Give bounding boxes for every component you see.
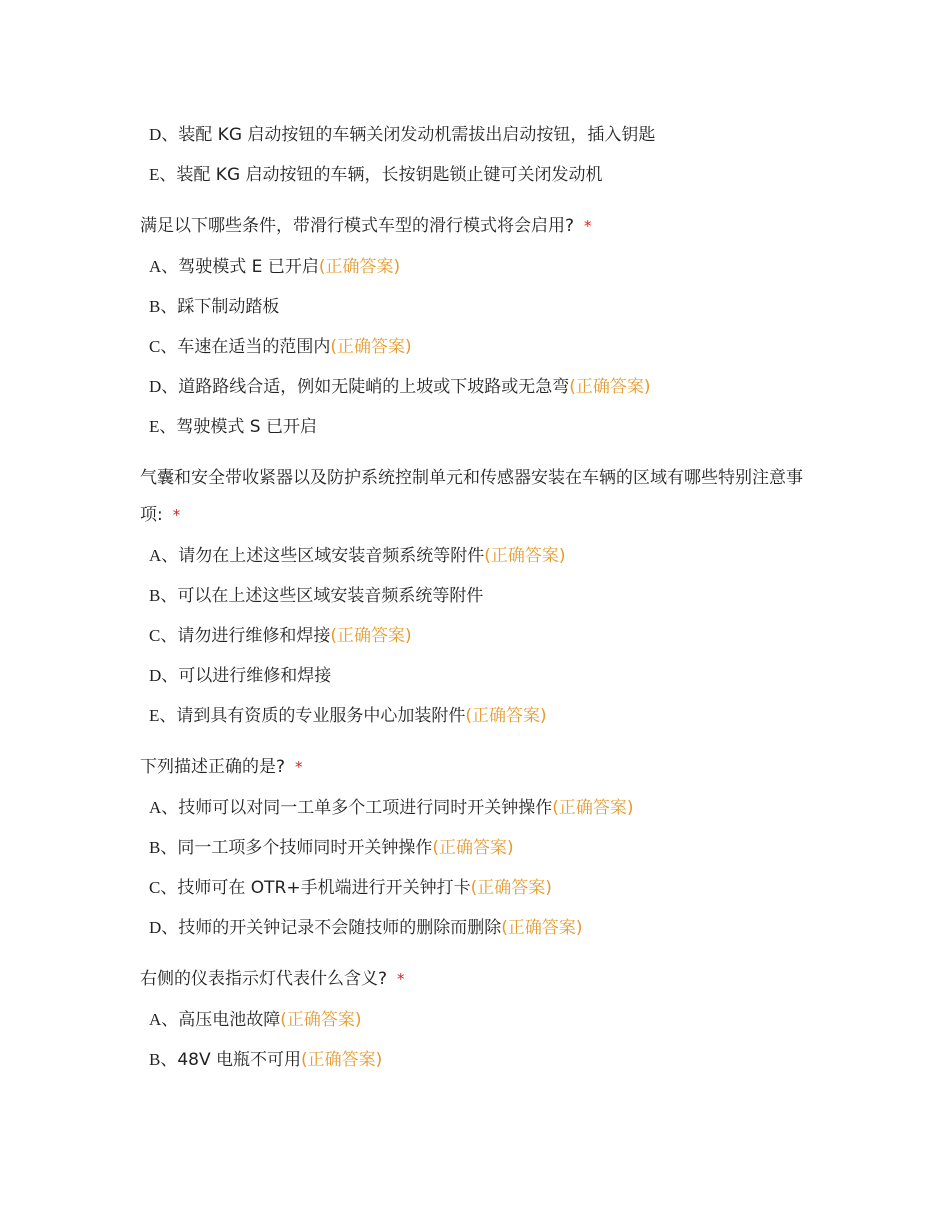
correct-answer-mark: (正确答案) [552, 798, 634, 818]
answer-option [140, 656, 830, 696]
option-text: 装配 KG 启动按钮的车辆关闭发动机需拔出启动按钮，插入钥匙 [178, 125, 656, 145]
correct-answer-mark: (正确答案) [432, 838, 514, 858]
option-text: 请勿进行维修和焊接 [177, 626, 331, 646]
option-letter: B、 [149, 586, 178, 605]
answer-option [140, 616, 830, 656]
answer-option [140, 908, 830, 948]
answer-option [140, 1040, 830, 1080]
option-letter: E、 [149, 417, 177, 436]
option-letter: E、 [149, 706, 177, 725]
answer-option [140, 327, 830, 367]
question-block [140, 195, 830, 447]
option-letter: A、 [149, 1010, 179, 1029]
option-letter: D、 [149, 918, 179, 937]
question-text [140, 749, 830, 786]
option-text: 同一工项多个技师同时开关钟操作 [177, 838, 433, 858]
option-letter: C、 [149, 626, 178, 645]
question-label: 气囊和安全带收紧器以及防护系统控制单元和传感器安装在车辆的区域有哪些特别注意事项: [140, 468, 803, 525]
correct-answer-mark: (正确答案) [330, 626, 412, 646]
option-text: 48V 电瓶不可用 [177, 1050, 302, 1070]
correct-answer-mark: (正确答案) [501, 918, 583, 938]
question-label: 下列描述正确的是? [140, 757, 286, 777]
option-text: 装配 KG 启动按钮的车辆，长按钥匙锁止键可关闭发动机 [176, 165, 603, 185]
required-asterisk: * [397, 970, 405, 988]
option-letter: B、 [149, 838, 178, 857]
answer-option [140, 367, 830, 407]
option-letter: B、 [149, 297, 178, 316]
correct-answer-mark: (正确答案) [484, 546, 566, 566]
correct-answer-mark: (正确答案) [330, 337, 412, 357]
option-text: 车速在适当的范围内 [177, 337, 331, 357]
option-letter: A、 [149, 257, 179, 276]
question-block [140, 948, 830, 1080]
answer-option [140, 247, 830, 287]
correct-answer-mark: (正确答案) [465, 706, 547, 726]
option-text: 踩下制动踏板 [177, 297, 280, 317]
option-letter: C、 [149, 337, 178, 356]
answer-option [140, 788, 830, 828]
answer-option [140, 868, 830, 908]
option-letter: A、 [149, 798, 179, 817]
option-text: 技师可以对同一工单多个工项进行同时开关钟操作 [178, 798, 553, 818]
answer-option [140, 576, 830, 616]
option-text: 高压电池故障 [178, 1010, 281, 1030]
question-label: 满足以下哪些条件，带滑行模式车型的滑行模式将会启用? [140, 216, 575, 236]
correct-answer-mark: (正确答案) [470, 878, 552, 898]
question-text [140, 961, 830, 998]
option-letter: D、 [149, 377, 179, 396]
option-text: 请到具有资质的专业服务中心加装附件 [176, 706, 466, 726]
answer-option [140, 287, 830, 327]
option-letter: D、 [149, 666, 179, 685]
answer-option [140, 828, 830, 868]
option-letter: A、 [149, 546, 179, 565]
option-text: 技师可在 OTR+手机端进行开关钟打卡 [177, 878, 471, 898]
correct-answer-mark: (正确答案) [318, 257, 401, 277]
question-text [140, 208, 830, 245]
answer-option [140, 115, 830, 155]
option-text: 可以在上述这些区域安装音频系统等附件 [177, 586, 484, 606]
required-asterisk: * [295, 758, 303, 776]
option-text: 驾驶模式 E 已开启 [178, 257, 319, 277]
option-text: 技师的开关钟记录不会随技师的删除而删除 [178, 918, 502, 938]
question-block [140, 447, 830, 736]
answer-option [140, 155, 830, 195]
option-letter: B、 [149, 1050, 178, 1069]
option-text: 道路路线合适，例如无陡峭的上坡或下坡路或无急弯 [178, 377, 570, 397]
question-text [140, 460, 830, 534]
option-letter: C、 [149, 878, 178, 897]
answer-option [140, 407, 830, 447]
answer-option [140, 536, 830, 576]
quiz-content [140, 115, 830, 1080]
question-label: 右侧的仪表指示灯代表什么含义? [140, 969, 388, 989]
correct-answer-mark: (正确答案) [280, 1010, 362, 1030]
answer-option [140, 1000, 830, 1040]
correct-answer-mark: (正确答案) [301, 1050, 383, 1070]
answer-option [140, 696, 830, 736]
option-letter: E、 [149, 165, 177, 184]
option-text: 请勿在上述这些区域安装音频系统等附件 [178, 546, 485, 566]
option-text: 可以进行维修和焊接 [178, 666, 332, 686]
option-text: 驾驶模式 S 已开启 [176, 417, 317, 437]
option-letter: D、 [149, 125, 179, 144]
question-block [140, 115, 830, 195]
question-block [140, 736, 830, 948]
required-asterisk: * [584, 217, 592, 235]
required-asterisk: * [172, 506, 181, 524]
correct-answer-mark: (正确答案) [569, 377, 651, 397]
